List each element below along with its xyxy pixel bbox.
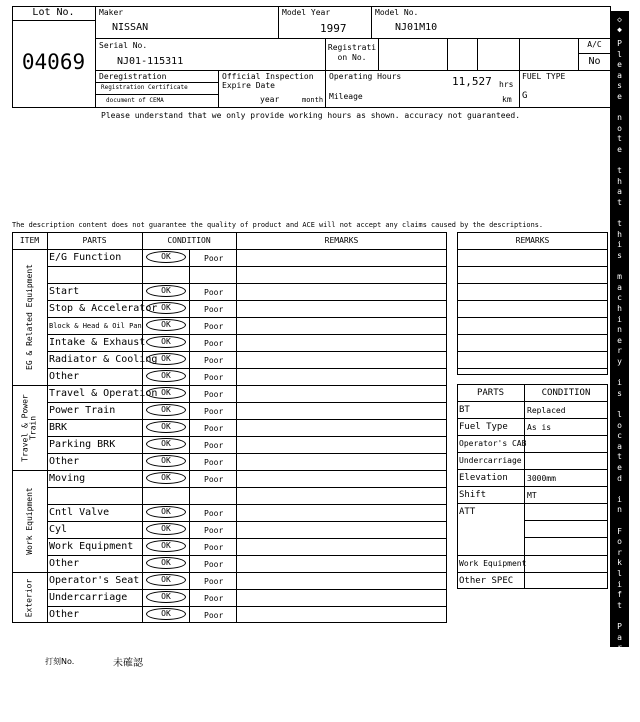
part-label: Other [49,456,80,467]
right-parts-header: PARTS [476,388,505,398]
spec-part-label: Work Equipment [459,558,527,568]
spec-part-label: Other SPEC [459,576,514,586]
description-notice: The description content does not guarantee the quality of product and ACE will not accept any claims caused by the descriptions. [12,221,544,229]
ok-mark[interactable]: OK [146,251,186,263]
part-label: Other [49,558,80,569]
deregistration-label: Deregistration [99,72,167,81]
spec-condition-value: Replaced [527,406,566,415]
cema-document-label: document of CEMA [106,97,164,104]
ok-mark[interactable]: OK [146,472,186,484]
hours-notice: Please understand that we only provide working hours as shown. accuracy not guaranteed. [101,111,521,120]
poor-label[interactable]: Poor [204,322,224,331]
part-label: Intake & Exhaust [49,337,146,348]
poor-label[interactable]: Poor [204,305,224,314]
ac-value: No [588,56,601,67]
part-label: Block & Head & Oil Pan [49,322,142,330]
spec-part-label: BT [459,405,470,415]
ok-mark[interactable]: OK [146,438,186,450]
lot-label: Lot No. [32,7,75,18]
maker-value: NISSAN [112,22,149,33]
ok-mark[interactable]: OK [146,404,186,416]
stamp-label: 打刻No. [45,657,75,666]
ok-mark[interactable]: OK [146,608,186,620]
ok-mark[interactable]: OK [146,591,186,603]
poor-label[interactable]: Poor [204,441,224,450]
spec-condition-value: 3000mm [527,474,556,483]
ok-mark[interactable]: OK [146,455,186,467]
poor-label[interactable]: Poor [204,560,224,569]
poor-label[interactable]: Poor [204,594,224,603]
part-label: E/G Function [49,252,122,263]
poor-label[interactable]: Poor [204,373,224,382]
model-year-label: Model Year [282,8,331,17]
col-item-header: ITEM [19,236,40,245]
poor-label[interactable]: Poor [204,339,224,348]
ok-mark[interactable]: OK [146,574,186,586]
diamond-icon: ◇ [617,15,622,24]
col-parts-header: PARTS [82,236,107,245]
inspection-label: Official Inspection Expire Date [222,72,314,90]
part-label: Travel & Operation [49,388,158,399]
spec-part-label: Undercarriage [459,456,522,465]
poor-label[interactable]: Poor [204,509,224,518]
ok-mark[interactable]: OK [146,387,186,399]
right-remarks-header: REMARKS [515,236,550,245]
lot-number: 04069 [21,50,86,74]
part-label: Undercarriage [49,592,128,603]
hrs-label: hrs [499,80,514,89]
ok-mark[interactable]: OK [146,302,186,314]
maker-label: Maker [99,8,124,17]
model-year-value: 1997 [320,22,347,35]
ok-mark[interactable]: OK [146,506,186,518]
serial-label: Serial No. [99,41,148,50]
part-label: Start [49,286,80,297]
poor-label[interactable]: Poor [204,254,224,263]
diamond-icon: ◇ [617,712,622,722]
ok-mark[interactable]: OK [146,353,186,365]
fuel-type-value: G [522,91,528,101]
year-label: year [260,95,280,104]
poor-label[interactable]: Poor [204,543,224,552]
ok-mark[interactable]: OK [146,523,186,535]
right-condition-header: CONDITION [541,388,591,398]
poor-label[interactable]: Poor [204,356,224,365]
part-label: Stop & Accelerator [49,303,158,314]
poor-label[interactable]: Poor [204,526,224,535]
mileage-label: Mileage [329,92,363,101]
part-label: Parking BRK [49,439,116,450]
poor-label[interactable]: Poor [204,288,224,297]
month-label: month [302,96,324,104]
part-label: Other [49,609,80,620]
km-label: km [502,95,512,104]
part-label: Operator's Seat [49,575,140,586]
ok-mark[interactable]: OK [146,557,186,569]
ok-mark[interactable]: OK [146,285,186,297]
spec-part-label: Elevation [459,473,508,483]
spec-part-label: Shift [459,490,487,500]
part-label: Other [49,371,80,382]
part-label: Work Equipment [49,541,134,552]
poor-label[interactable]: Poor [204,407,224,416]
group-eg-label: EG & Related Equipment [24,264,34,370]
poor-label[interactable]: Poor [204,458,224,467]
serial-value: NJ01-115311 [117,56,184,67]
spec-condition-value: As is [527,423,552,432]
spec-part-label: Operator's CAB [459,439,527,448]
diamond-icon: ◆ [617,702,622,712]
registration-label: Registrati on No. [327,43,377,62]
ac-label: A/C [587,40,602,49]
spec-part-label: Fuel Type [459,422,508,432]
col-remarks-header: REMARKS [324,236,359,245]
group-work-label: Work Equipment [24,487,34,555]
ok-mark[interactable]: OK [146,336,186,348]
part-label: Cntl Valve [49,507,110,518]
model-no-label: Model No. [375,8,419,17]
poor-label[interactable]: Poor [204,577,224,586]
part-label: Cyl [49,524,68,535]
spec-part-label: ATT [459,507,476,517]
stamp-value: 未確認 [113,658,143,669]
group-exterior-label: Exterior [24,578,34,617]
operating-hours-label: Operating Hours [329,72,402,81]
ok-mark[interactable]: OK [146,319,186,331]
operating-hours-value: 11,527 [452,75,492,88]
col-condition-header: CONDITION [167,236,211,245]
diamond-icon: ◆ [617,25,622,34]
part-label: Power Train [49,405,116,416]
ok-mark[interactable]: OK [146,540,186,552]
ok-mark[interactable]: OK [146,370,186,382]
part-label: Radiator & Cooling [49,354,158,365]
model-no-value: NJ01M10 [395,22,438,33]
poor-label[interactable]: Poor [204,390,224,399]
right-remarks-box [457,232,608,375]
group-travel-label: Travel & Power Train [20,393,38,462]
part-label: Moving [49,473,86,484]
ok-mark[interactable]: OK [146,421,186,433]
poor-label[interactable]: Poor [204,424,224,433]
poor-label[interactable]: Poor [204,611,224,620]
poor-label[interactable]: Poor [204,475,224,484]
part-label: BRK [49,422,68,433]
fuel-type-label: FUEL TYPE [522,72,566,81]
registration-certificate-label: Registration Certificate [101,84,188,91]
location-notice-sidebar: ◇ ◆ P l e a s e n o t e t h a t t h i s m a c h i n e r y i s l o c a t e d i n F o r k l i f t P a r k i n g ◆ ◇ [610,11,629,647]
spec-condition-value: MT [527,491,537,500]
